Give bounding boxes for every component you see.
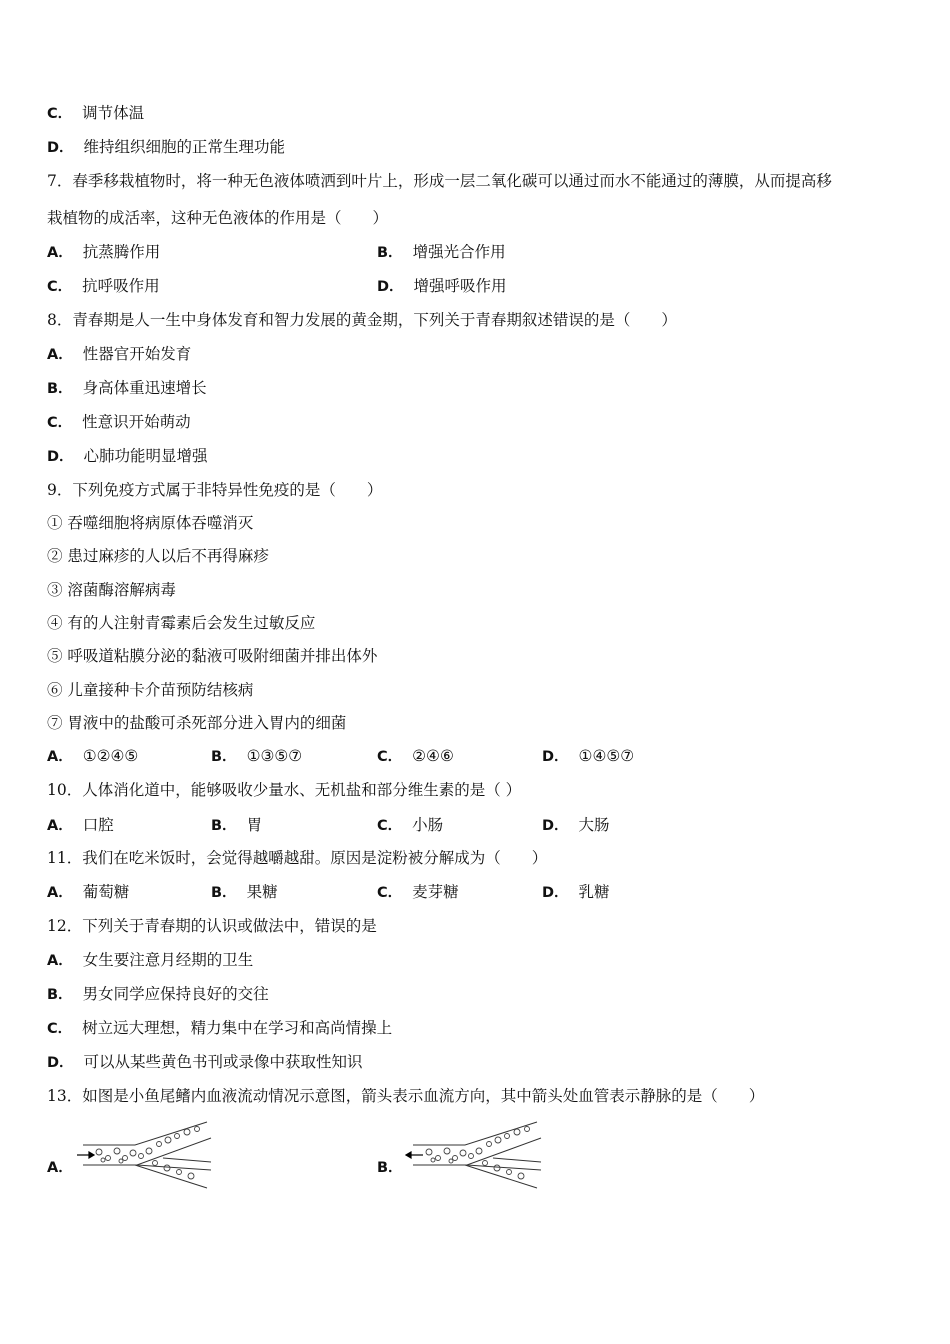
q7-option-b: B． 增强光合作用 [377, 243, 506, 261]
q7-option-d: D． 增强呼吸作用 [377, 277, 507, 295]
q8-option-b: B． 身高体重迅速增长 [47, 379, 207, 397]
q12-stem: 12．下列关于青春期的认识或做法中，错误的是 [47, 917, 377, 935]
q8-option-d: D． 心肺功能明显增强 [47, 447, 208, 465]
q9-option-c: C． ②④⑥ [377, 747, 454, 765]
q10-option-d: D． 大肠 [542, 816, 610, 834]
q11-stem: 11．我们在吃米饭时，会觉得越嚼越甜。原因是淀粉被分解成为（ ） [47, 849, 548, 867]
q9-item: ③ 溶菌酶溶解病毒 [47, 581, 176, 599]
q9-item: ① 吞噬细胞将病原体吞噬消灭 [47, 514, 254, 532]
q9-option-a: A． ①②④⑤ [47, 747, 139, 765]
option-c: C． 调节体温 [47, 104, 145, 122]
q8-stem: 8．青春期是人一生中身体发育和智力发展的黄金期，下列关于青春期叙述错误的是（ ） [47, 311, 677, 329]
q11-option-c: C． 麦芽糖 [377, 883, 459, 901]
q12-option-a: A． 女生要注意月经期的卫生 [47, 951, 254, 969]
q13-option-a-label: A． [47, 1160, 73, 1176]
q10-stem: 10．人体消化道中，能够吸收少量水、无机盐和部分维生素的是（ ） [47, 781, 522, 799]
q12-option-d: D． 可以从某些黄色书刊或录像中获取性知识 [47, 1053, 363, 1071]
q13-stem: 13．如图是小鱼尾鳍内血液流动情况示意图，箭头表示血流方向，其中箭头处血管表示静脉的是（ ） [47, 1087, 765, 1105]
q9-option-b: B． ①③⑤⑦ [211, 747, 303, 765]
q8-option-a: A． 性器官开始发育 [47, 345, 192, 363]
q11-option-d: D． 乳糖 [542, 883, 610, 901]
q11-option-a: A． 葡萄糖 [47, 883, 130, 901]
q12-option-c: C． 树立远大理想，精力集中在学习和高尚情操上 [47, 1019, 393, 1037]
q9-item: ⑦ 胃液中的盐酸可杀死部分进入胃内的细菌 [47, 714, 347, 732]
q7-stem-line1: 7．春季移栽植物时，将一种无色液体喷洒到叶片上，形成一层二氧化碳可以通过而水不能通过的薄膜，从而提高移 [47, 172, 832, 190]
q7-option-c: C． 抗呼吸作用 [47, 277, 160, 295]
q9-stem: 9．下列免疫方式属于非特异性免疫的是（ ） [47, 481, 383, 499]
q7-option-a: A． 抗蒸腾作用 [47, 243, 161, 261]
blood-vessel-diagram-b [405, 1118, 545, 1190]
q11-option-b: B． 果糖 [211, 883, 278, 901]
q10-option-a: A． 口腔 [47, 816, 114, 834]
q9-item: ⑥ 儿童接种卡介苗预防结核病 [47, 681, 254, 699]
option-d: D． 维持组织细胞的正常生理功能 [47, 138, 286, 156]
q13-option-b-label: B． [377, 1160, 403, 1176]
q10-option-c: C． 小肠 [377, 816, 444, 834]
q9-option-d: D． ①④⑤⑦ [542, 747, 635, 765]
q12-option-b: B． 男女同学应保持良好的交往 [47, 985, 269, 1003]
q8-option-c: C． 性意识开始萌动 [47, 413, 191, 431]
q9-item: ② 患过麻疹的人以后不再得麻疹 [47, 547, 269, 565]
blood-vessel-diagram-a [75, 1118, 215, 1190]
q10-option-b: B． 胃 [211, 816, 263, 834]
q9-item: ④ 有的人注射青霉素后会发生过敏反应 [47, 614, 316, 632]
q9-item: ⑤ 呼吸道粘膜分泌的黏液可吸附细菌并排出体外 [47, 647, 378, 665]
q7-stem-line2: 栽植物的成活率，这种无色液体的作用是（ ） [47, 209, 389, 227]
